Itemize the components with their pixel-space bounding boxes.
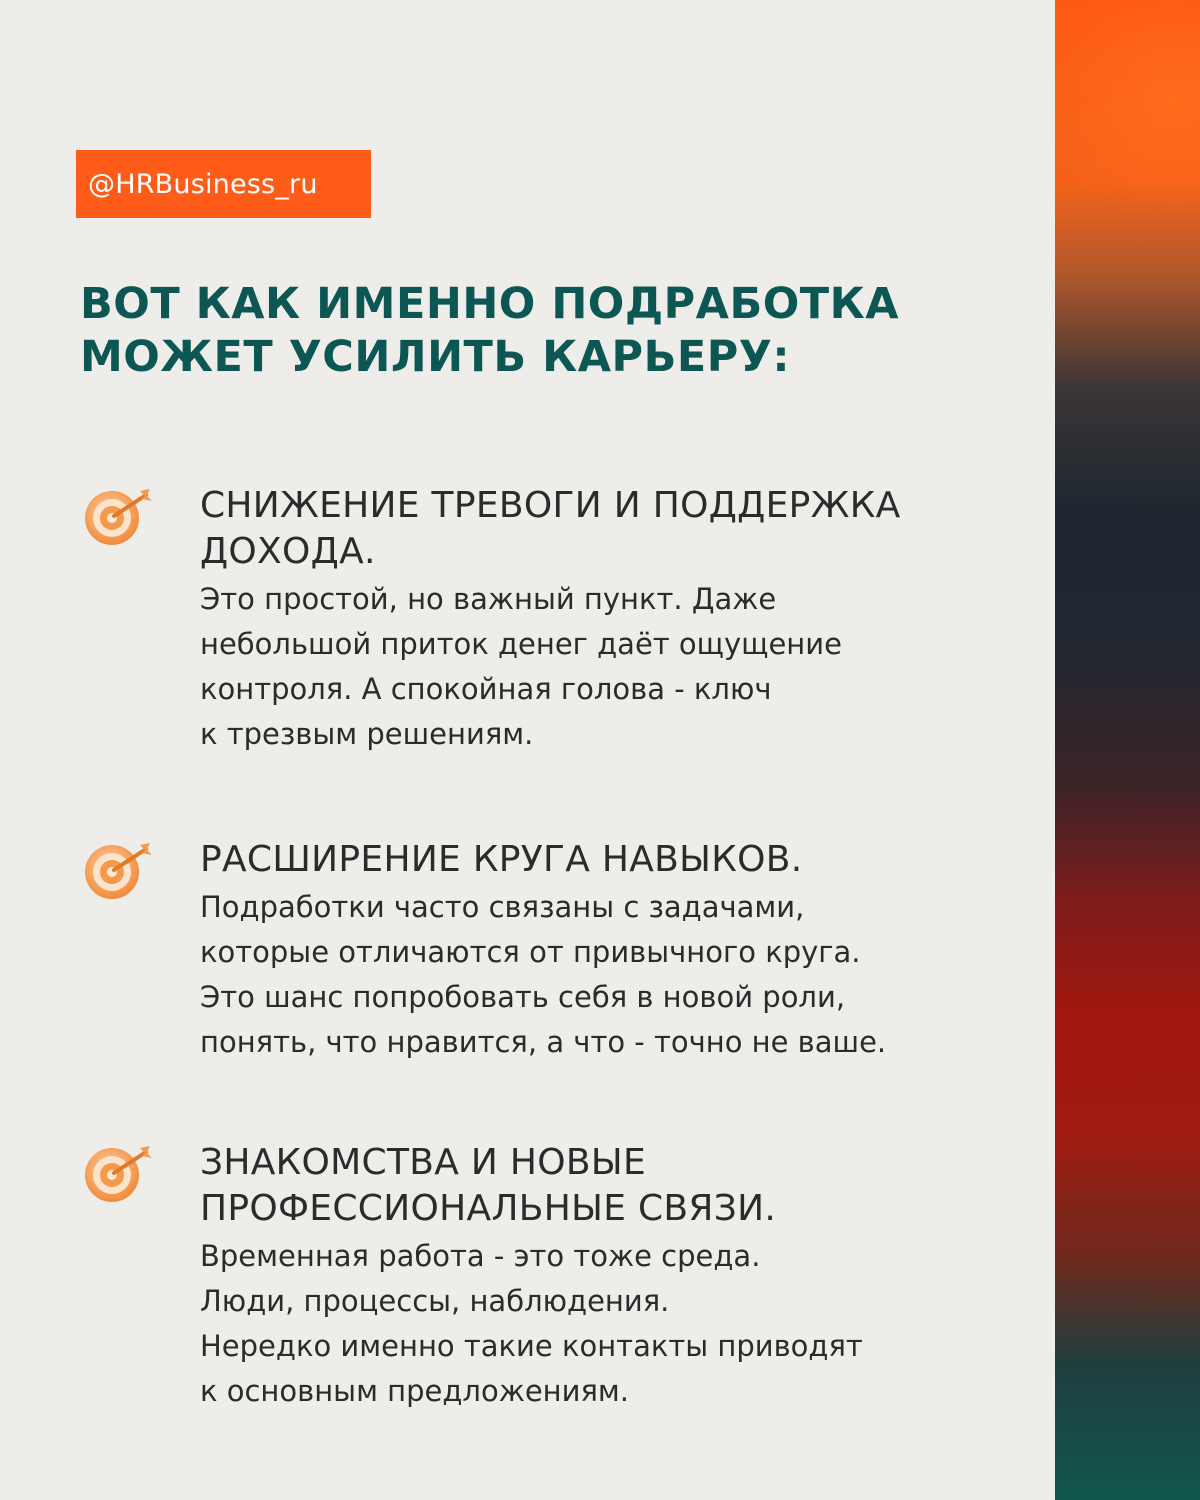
handle-text: @HRBusiness_ru: [88, 168, 318, 200]
target-dart-icon: [80, 483, 156, 551]
item-heading: РАСШИРЕНИЕ КРУГА НАВЫКОВ.: [200, 839, 803, 880]
target-dart-icon: [80, 837, 156, 905]
handle-badge[interactable]: [76, 150, 371, 218]
item-heading: СНИЖЕНИЕ ТРЕВОГИ И ПОДДЕРЖКА ДОХОДА.: [200, 485, 901, 572]
item-text: Это простой, но важный пункт. Даже небольшой приток денег даёт ощущение контроля. А спокойная голова - ключ к трезвым решениям.: [200, 582, 842, 751]
item-text: Подработки часто связаны с задачами, которые отличаются от привычного круга. Это шанс попробовать себя в новой роли, понять, что нравится, а что - точно не ваше.: [200, 890, 887, 1059]
item-heading: ЗНАКОМСТВА И НОВЫЕ ПРОФЕССИОНАЛЬНЫЕ СВЯЗИ.: [200, 1142, 777, 1229]
decorative-gradient-strip: [1055, 0, 1200, 1500]
page-title: ВОТ КАК ИМЕННО ПОДРАБОТКА МОЖЕТ УСИЛИТЬ КАРЬЕРУ:: [80, 279, 900, 382]
target-dart-icon: [80, 1140, 156, 1208]
item-text: Временная работа - это тоже среда. Люди, процессы, наблюдения. Нередко именно такие контакты приводят к основным предложениям.: [200, 1239, 863, 1408]
